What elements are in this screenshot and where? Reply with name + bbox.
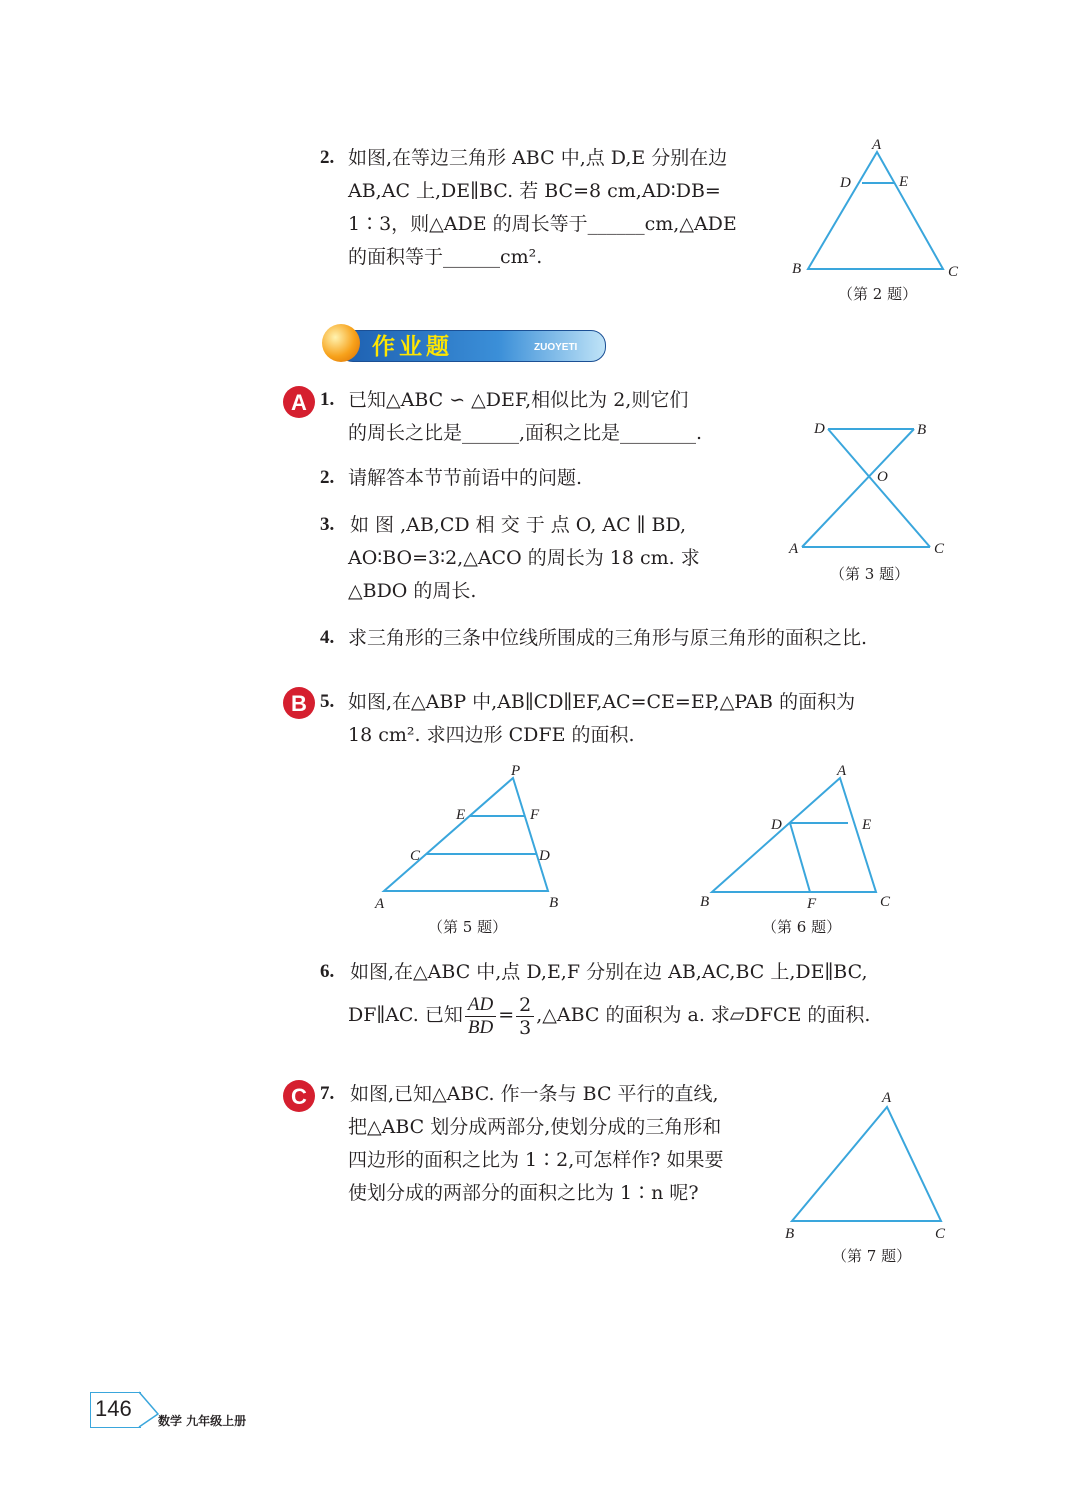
problem-text-line: AB,AC 上,DE∥BC. 若 BC=8 cm,AD∶DB= [348, 180, 721, 202]
segment-dc [828, 429, 930, 547]
problem-text-line: AO∶BO=3∶2,△ACO 的周长为 18 cm. 求 [348, 547, 700, 569]
problem-text-line: 的周长之比是______,面积之比是________. [348, 422, 703, 444]
label-c: C [948, 264, 959, 280]
page-number: 146 [95, 1396, 132, 1421]
text-segment: ,△ABC 的面积为 a. 求▱DFCE 的面积. [536, 1004, 871, 1026]
problem-number: 4. [320, 627, 335, 648]
label-d: D [814, 421, 825, 437]
level-b-icon [282, 686, 316, 720]
label-d: D [771, 817, 782, 833]
figure-7 [775, 1085, 975, 1245]
label-a: A [837, 763, 847, 779]
triangle-abp [384, 778, 548, 891]
numerator: 2 [516, 994, 534, 1017]
label-a: A [789, 541, 799, 557]
page-number-box [90, 1392, 141, 1428]
label-b: B [549, 895, 559, 911]
banner-subtitle: ZUOYETI [534, 342, 578, 353]
label-c: C [880, 894, 891, 910]
fraction-ad-bd [465, 994, 496, 1039]
fraction-2-3 [516, 994, 534, 1039]
problem-text-line: 求三角形的三条中位线所围成的三角形与原三角形的面积之比. [348, 627, 868, 649]
problem-text-line: 如 图 ,AB,CD 相 交 于 点 O, AC ∥ BD, [350, 514, 687, 536]
label-e: E [862, 817, 872, 833]
label-e: E [899, 174, 909, 190]
figure-5 [360, 755, 590, 915]
label-d: D [539, 848, 550, 864]
label-p: P [511, 763, 521, 779]
homework-banner [320, 320, 610, 368]
text-segment: DF∥AC. 已知 [348, 1004, 463, 1026]
label-f: F [807, 896, 817, 912]
denominator: BD [467, 1016, 494, 1038]
level-a-icon [282, 385, 316, 419]
problem-number: 3. [320, 514, 335, 535]
figure-caption: （第 5 题） [428, 918, 508, 936]
segment-ba [802, 429, 914, 547]
problem-text-line: 把△ABC 划分成两部分,使划分成的三角形和 [348, 1116, 722, 1138]
problem-text-line: 四边形的面积之比为 1∶2,可怎样作? 如果要 [348, 1149, 724, 1171]
label-c: C [935, 1226, 946, 1242]
label-a: A [872, 137, 882, 153]
problem-number: 1. [320, 389, 335, 410]
figure-caption: （第 3 题） [830, 565, 910, 583]
banner-title: 作业题 [372, 334, 453, 360]
figure-2 [780, 130, 980, 290]
problem-text-line: 如图,在等边三角形 ABC 中,点 D,E 分别在边 [348, 147, 728, 169]
problem-number: 7. [320, 1083, 335, 1104]
label-a: A [375, 896, 385, 912]
segment-df [790, 823, 810, 892]
svg-text:B: B [291, 691, 307, 716]
level-c-icon [282, 1079, 316, 1113]
problem-text-line: 已知△ABC ∽ △DEF,相似比为 2,则它们 [348, 389, 689, 411]
figure-caption: （第 7 题） [832, 1247, 912, 1265]
problem-text-line: 如图,在△ABP 中,AB∥CD∥EF,AC=CE=EP,△PAB 的面积为 [348, 691, 856, 713]
numerator: AD [465, 994, 496, 1017]
problem-number: 6. [320, 961, 335, 982]
figure-3 [780, 410, 970, 560]
problem-text-line: 使划分成的两部分的面积之比为 1∶n 呢? [348, 1182, 699, 1204]
label-a: A [882, 1090, 892, 1106]
svg-text:A: A [291, 390, 307, 415]
problem-text-line: △BDO 的周长. [348, 580, 477, 602]
triangle-abc [808, 152, 943, 269]
orange-ball-icon [322, 324, 360, 362]
svg-text:C: C [291, 1084, 307, 1109]
label-c: C [410, 848, 421, 864]
problem-text-line: 1∶3，则△ADE 的周长等于______cm,△ADE [348, 213, 737, 235]
label-b: B [917, 422, 927, 438]
figure-caption: （第 6 题） [762, 918, 842, 936]
figure-caption: （第 2 题） [838, 285, 918, 303]
label-f: F [530, 807, 540, 823]
label-c: C [934, 541, 945, 557]
triangle-abc [792, 1107, 941, 1221]
problem-text-line: 的面积等于______cm². [348, 246, 543, 268]
figure-6 [690, 755, 910, 915]
denominator: 3 [519, 1016, 532, 1039]
problem-text-line: 请解答本节节前语中的问题. [348, 467, 583, 489]
problem-number: 2. [320, 147, 335, 168]
label-e: E [456, 807, 466, 823]
problem-number: 2. [320, 467, 335, 488]
label-o: O [877, 469, 888, 485]
label-b: B [792, 261, 802, 277]
problem-text-line-with-fraction [348, 992, 870, 1039]
label-b: B [700, 894, 710, 910]
book-title: 数学 九年级上册 [158, 1414, 247, 1428]
problem-text-line: 如图,在△ABC 中,点 D,E,F 分别在边 AB,AC,BC 上,DE∥BC, [350, 961, 868, 983]
label-d: D [840, 175, 851, 191]
problem-text-line: 如图,已知△ABC. 作一条与 BC 平行的直线, [350, 1083, 719, 1105]
problem-number: 5. [320, 691, 335, 712]
label-b: B [785, 1226, 795, 1242]
equals-sign: = [498, 1004, 515, 1026]
problem-text-line: 18 cm². 求四边形 CDFE 的面积. [348, 724, 635, 746]
